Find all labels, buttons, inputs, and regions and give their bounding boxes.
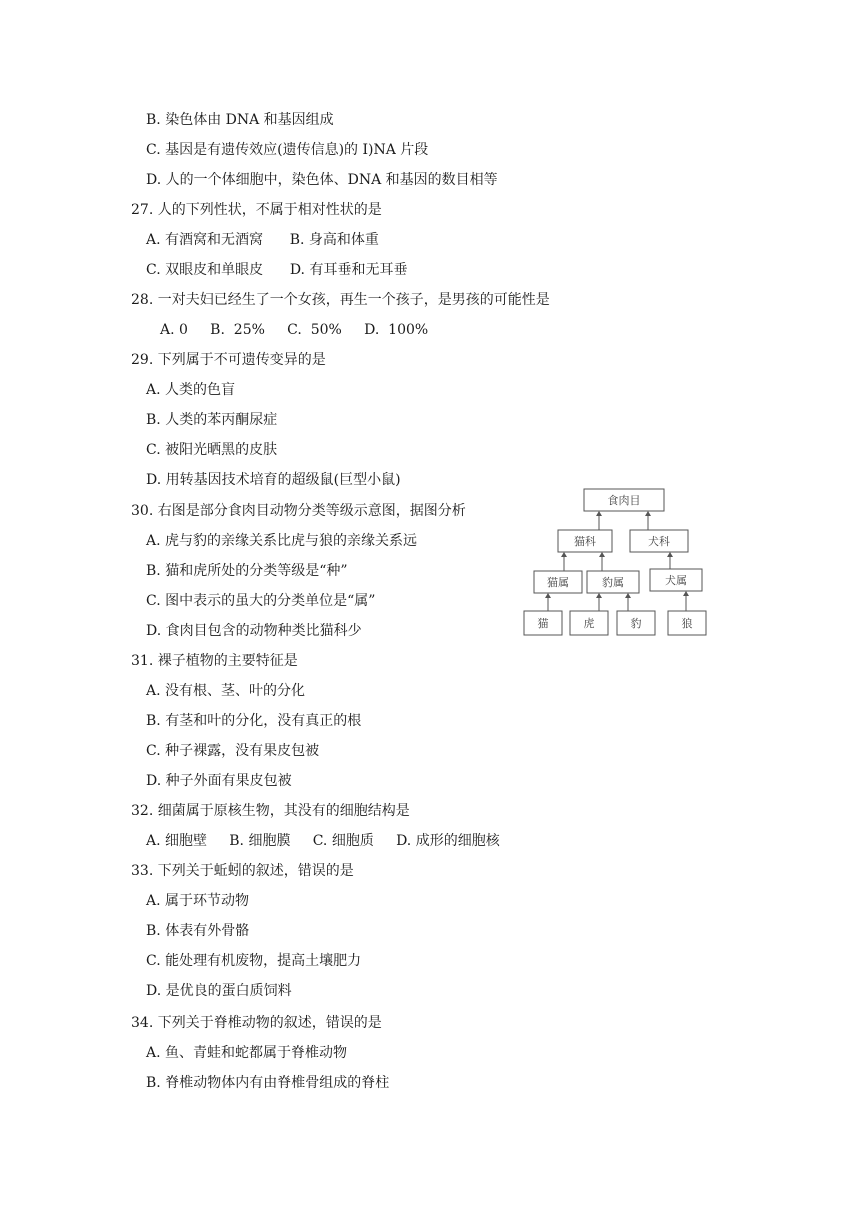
- q30-option-d: D. 食肉目包含的动物种类比猫科少: [146, 623, 362, 639]
- species-cat-label: 猫: [537, 617, 549, 630]
- q29-option-c: C. 被阳光晒黑的皮肤: [146, 442, 278, 458]
- question-29: 29. 下列属于不可遗传变异的是: [131, 352, 326, 368]
- q32-options: A. 细胞壁 B. 细胞膜 C. 细胞质 D. 成形的细胞核: [146, 833, 500, 849]
- species-wolf-label: 狼: [681, 617, 693, 630]
- q33-option-a: A. 属于环节动物: [146, 893, 250, 909]
- taxonomy-diagram: [520, 486, 710, 642]
- question-34: 34. 下列关于脊椎动物的叙述，错误的是: [131, 1015, 382, 1031]
- q30-option-b: B. 猫和虎所处的分类等级是“种”: [146, 563, 348, 579]
- q26-option-d: D. 人的一个体细胞中，染色体、DNA 和基因的数目相等: [146, 172, 498, 188]
- genus-leopard-label: 豹属: [602, 576, 624, 589]
- q34-option-a: A. 鱼、青蛙和蛇都属于脊椎动物: [146, 1045, 348, 1061]
- species-tiger-label: 虎: [583, 617, 595, 630]
- question-32: 32. 细菌属于原核生物，其没有的细胞结构是: [131, 803, 410, 819]
- question-30: 30. 右图是部分食肉目动物分类等级示意图，据图分析: [131, 503, 466, 519]
- species-leopard-label: 豹: [630, 617, 642, 630]
- q29-option-b: B. 人类的苯丙酮尿症: [146, 412, 278, 428]
- q27-options-ab: A. 有酒窝和无酒窝 B. 身高和体重: [146, 232, 379, 248]
- question-33: 33. 下列关于蚯蚓的叙述，错误的是: [131, 863, 354, 879]
- q29-option-d: D. 用转基因技术培育的超级鼠(巨型小鼠): [146, 472, 401, 488]
- arrow-cat-genus-to-family: [561, 552, 567, 571]
- arrow-wolf-to-genus: [683, 591, 689, 611]
- q31-option-a: A. 没有根、茎、叶的分化: [146, 683, 306, 699]
- q26-option-b: B. 染色体由 DNA 和基因组成: [146, 112, 334, 128]
- arrow-cat-to-genus: [545, 593, 551, 611]
- q33-option-b: B. 体表有外骨骼: [146, 923, 250, 939]
- family-dog-label: 犬科: [648, 535, 670, 548]
- q28-options: A. 0 B. 25% C. 50% D. 100%: [160, 322, 429, 338]
- arrow-tiger-to-genus: [596, 593, 602, 611]
- order-label: 食肉目: [607, 494, 641, 507]
- q31-option-c: C. 种子裸露，没有果皮包被: [146, 743, 320, 759]
- arrow-dog-genus-to-family: [667, 552, 673, 569]
- q31-option-b: B. 有茎和叶的分化，没有真正的根: [146, 713, 362, 729]
- question-28: 28. 一对夫妇已经生了一个女孩，再生一个孩子，是男孩的可能性是: [131, 292, 550, 308]
- arrow-leopard-genus-to-family: [599, 552, 605, 571]
- q26-option-c: C. 基因是有遗传效应(遗传信息)的 I)NA 片段: [146, 142, 429, 158]
- genus-dog-label: 犬属: [665, 574, 687, 587]
- q33-option-c: C. 能处理有机废物，提高土壤肥力: [146, 953, 362, 969]
- arrow-dog-family-to-order: [645, 511, 651, 530]
- question-31: 31. 裸子植物的主要特征是: [131, 653, 298, 669]
- q34-option-b: B. 脊椎动物体内有由脊椎骨组成的脊柱: [146, 1075, 390, 1091]
- arrow-cat-family-to-order: [596, 511, 602, 530]
- q29-option-a: A. 人类的色盲: [146, 382, 236, 398]
- q27-options-cd: C. 双眼皮和单眼皮 D. 有耳垂和无耳垂: [146, 262, 408, 278]
- family-cat-label: 猫科: [574, 535, 596, 548]
- genus-cat-label: 猫属: [547, 576, 569, 589]
- question-27: 27. 人的下列性状，不属于相对性状的是: [131, 202, 382, 218]
- q33-option-d: D. 是优良的蛋白质饲料: [146, 983, 292, 999]
- arrow-leopard-to-genus: [625, 593, 631, 611]
- q30-option-a: A. 虎与豹的亲缘关系比虎与狼的亲缘关系远: [146, 533, 418, 549]
- q31-option-d: D. 种子外面有果皮包被: [146, 773, 292, 789]
- q30-option-c: C. 图中表示的虽大的分类单位是“属”: [146, 593, 376, 609]
